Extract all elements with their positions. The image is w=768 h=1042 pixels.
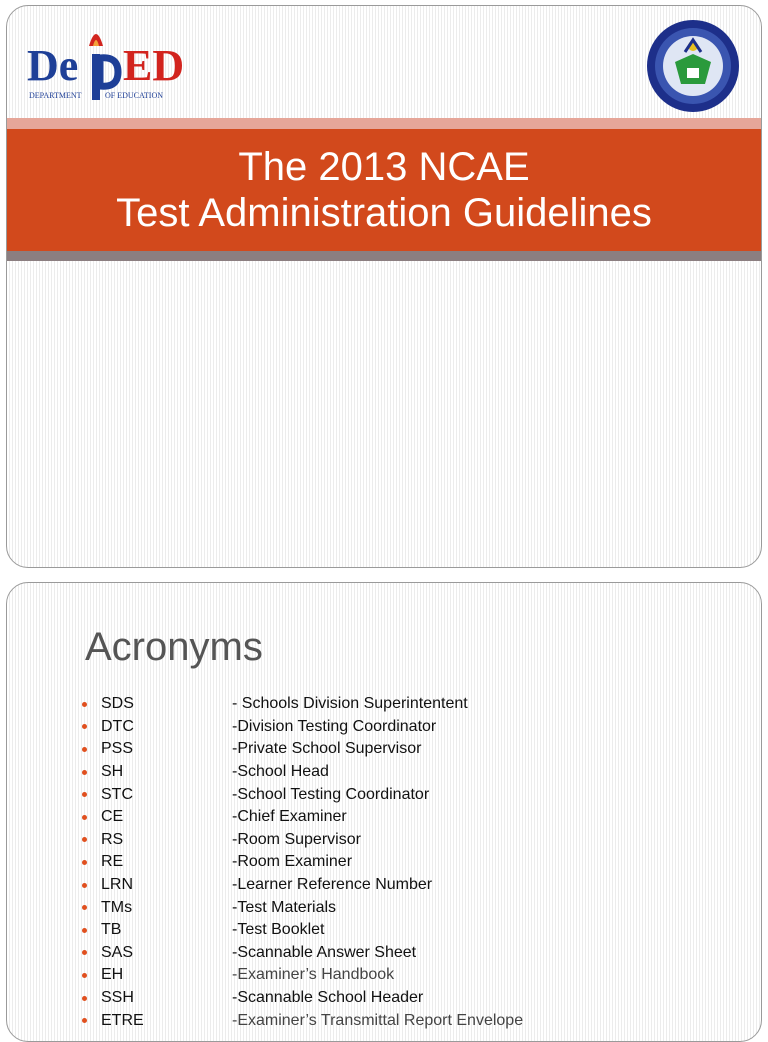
acronym-list (77, 693, 523, 1032)
acronym-abbr: PSS (101, 740, 134, 758)
acronym-abbr: TMs (101, 898, 133, 916)
bullet-icon (82, 905, 87, 910)
acronym-definition: -Chief Examiner (232, 808, 347, 826)
acronym-abbr: ETRE (101, 1011, 144, 1029)
list-item (77, 964, 523, 987)
acronym-abbr: SSH (101, 989, 134, 1007)
acronym-definition: -Examiner’s Handbook (232, 966, 395, 984)
acronyms-slide (6, 582, 762, 1042)
acronym-abbr: SH (101, 763, 124, 781)
acronym-abbr: CE (101, 808, 124, 826)
bullet-icon (82, 1018, 87, 1023)
list-item (77, 716, 523, 739)
acronym-definition: -Private School Supervisor (232, 740, 422, 758)
acronym-abbr: RS (101, 830, 124, 848)
list-item (77, 942, 523, 965)
list-item (77, 851, 523, 874)
list-item (77, 783, 523, 806)
acronym-definition: -Test Materials (232, 898, 337, 916)
list-item (77, 829, 523, 852)
list-item (77, 761, 523, 784)
list-item (77, 896, 523, 919)
seal-icon (645, 18, 741, 114)
acronym-definition: -Room Examiner (232, 853, 353, 871)
bullet-icon (82, 928, 87, 933)
acronym-abbr: TB (101, 921, 122, 939)
acronym-definition: -Scannable Answer Sheet (232, 943, 417, 961)
acronym-definition: -School Head (232, 763, 329, 781)
list-item (77, 806, 523, 829)
title-band (7, 129, 761, 251)
list-item (77, 693, 523, 716)
bullet-icon (82, 883, 87, 888)
list-item (77, 987, 523, 1010)
acronym-abbr: EH (101, 966, 124, 984)
list-item (77, 919, 523, 942)
accent-bar-bottom (7, 251, 761, 261)
acronym-definition: -Learner Reference Number (232, 876, 433, 894)
bullet-icon (82, 996, 87, 1001)
acronym-abbr: RE (101, 853, 124, 871)
bullet-icon (82, 973, 87, 978)
acronym-definition: -Examiner’s Transmittal Report Envelope (232, 1011, 524, 1029)
acronym-abbr: DTC (101, 717, 134, 735)
slide-title-line-2: Test Administration Guidelines (116, 191, 652, 235)
logo-subtitle-left: DEPARTMENT (29, 91, 82, 100)
acronym-definition: -Test Booklet (232, 921, 325, 939)
acronym-abbr: SDS (101, 695, 134, 713)
acronym-definition: -Room Supervisor (232, 830, 361, 848)
slide-header (7, 6, 761, 118)
deped-logo (27, 24, 187, 104)
logo-subtitle-right: OF EDUCATION (105, 91, 163, 100)
logo-text-left: De (27, 41, 79, 90)
bullet-icon (82, 702, 87, 707)
slide-title-line-1: The 2013 NCAE (238, 145, 530, 189)
bullet-icon (82, 837, 87, 842)
list-item (77, 1009, 523, 1032)
acronym-definition: - Schools Division Superintentent (232, 695, 468, 713)
bullet-icon (82, 792, 87, 797)
bullet-icon (82, 815, 87, 820)
acronym-abbr: LRN (101, 876, 134, 894)
acronyms-title: Acronyms (85, 625, 263, 669)
acronym-definition: -School Testing Coordinator (232, 785, 430, 803)
bullet-icon (82, 724, 87, 729)
bullet-icon (82, 950, 87, 955)
bullet-icon (82, 770, 87, 775)
logo-text-right: ED (123, 41, 185, 90)
acronym-definition: -Division Testing Coordinator (232, 717, 437, 735)
bullet-icon (82, 747, 87, 752)
list-item (77, 874, 523, 897)
bullet-icon (82, 860, 87, 865)
acronym-definition: -Scannable School Header (232, 989, 424, 1007)
accent-bar-top (7, 118, 761, 129)
list-item (77, 738, 523, 761)
acronym-abbr: SAS (101, 943, 134, 961)
acronym-abbr: STC (101, 785, 133, 803)
title-slide (6, 5, 762, 568)
